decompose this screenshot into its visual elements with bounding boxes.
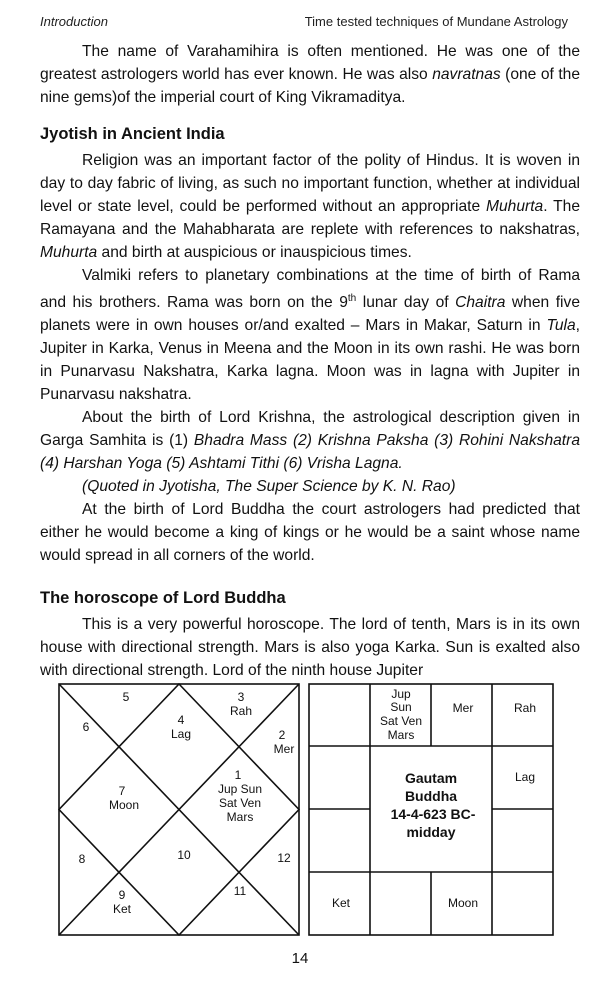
house-4-sign: 4 (177, 713, 185, 727)
house-7-planets: Moon (108, 798, 140, 812)
house-8-sign: 8 (78, 852, 86, 866)
paragraph-krishna: About the birth of Lord Krishna, the astrological description given in Garga Samhita is (1) Bhadra Mass (2) Krishna Paksha (3) Rohini Nakshatra (4) Harshan Yoga (5) Ashtami Tithi (6) Vrisha Lagna. (40, 409, 580, 473)
house-2-sign: 2 (278, 728, 286, 742)
house-3-planets: Rah (229, 704, 253, 718)
center-name-line1: Gautam (404, 770, 458, 786)
cell-r0c1-line2: Sun (390, 700, 412, 714)
paragraph-valmiki: Valmiki refers to planetary combinations at the time of birth of Rama and his brothers. Rama was born on the 9th lunar day of Chaitra when five planets were in own houses or/and exalted – Mars in Makar, Saturn in Tula, Jupiter in Karka, Venus in Meena and the Moon in its own rashi. He was born in Punarvasu Nakshatra, Karka lagna. Moon was in lagna with Jupiter in Punarvasu nakshatra. (40, 267, 580, 404)
center-time: midday (406, 824, 456, 840)
south-chart-labels (332, 687, 536, 910)
paragraph-horoscope: This is a very powerful horoscope. The lord of tenth, Mars is in its own house with directional strength. Mars is also yoga Karka. Sun is exalted also with directional strength. Lord of the ninth house Jupiter (40, 616, 580, 680)
cell-r0c1-line3: Sat Ven (379, 714, 423, 728)
cell-r0c3: Rah (513, 701, 537, 715)
house-1-planets-line3: Mars (226, 810, 254, 824)
house-5-sign: 5 (122, 690, 130, 704)
page-body (40, 40, 580, 682)
north-chart-labels (79, 690, 295, 916)
house-9-sign: 9 (118, 888, 126, 902)
running-header-left: Introduction (40, 14, 108, 29)
cell-r0c2: Mer (452, 701, 474, 715)
house-3-sign: 3 (237, 690, 245, 704)
horoscope-charts (58, 683, 554, 936)
house-10-sign: 10 (177, 848, 191, 862)
cell-r3c2: Moon (447, 896, 479, 910)
page-number: 14 (291, 950, 309, 967)
paragraph-varahamihira: The name of Varahamihira is often mentioned. He was one of the greatest astrologers world has ever known. He was also navratnas (one of the nine gems)of the imperial court of King Vikramaditya. (40, 43, 580, 106)
house-2-planets: Mer (273, 742, 295, 756)
cell-r1c3: Lag (514, 770, 536, 784)
house-7-sign: 7 (118, 784, 126, 798)
paragraph-buddha-birth: At the birth of Lord Buddha the court astrologers had predicted that either he would become a king of kings or he would be a saint whose name would spread in all corners of the world. (40, 501, 580, 565)
house-11-sign: 11 (233, 884, 247, 898)
house-1-planets-line2: Sat Ven (218, 796, 262, 810)
center-name-line2: Buddha (404, 788, 458, 804)
center-date: 14-4-623 BC- (390, 806, 476, 822)
house-4-planets: Lag (170, 727, 192, 741)
paragraph-religion: Religion was an important factor of the polity of Hindus. It is woven in day to day fabric of living, as such no important function, whether at individual level or state level, could be performed without an appropriate Muhurta. The Ramayana and the Mahabharata are replete with references to nakshatras, Muhurta and birth at auspicious or inauspicious times. (40, 152, 580, 261)
cell-r0c1-line4: Mars (387, 728, 415, 742)
house-6-sign: 6 (82, 720, 90, 734)
cell-r3c0: Ket (331, 896, 351, 910)
house-9-planets: Ket (112, 902, 132, 916)
quotation-source: (Quoted in Jyotisha, The Super Science by K. N. Rao) (82, 478, 456, 496)
house-1-planets-line1: Jup Sun (217, 782, 263, 796)
running-header-right: Time tested techniques of Mundane Astrology (304, 14, 568, 29)
cell-r0c1-line1: Jup (391, 687, 411, 701)
house-12-sign: 12 (277, 851, 291, 865)
house-1-sign: 1 (234, 768, 242, 782)
heading-jyotish-ancient-india: Jyotish in Ancient India (40, 125, 225, 143)
heading-horoscope-buddha: The horoscope of Lord Buddha (40, 589, 286, 608)
